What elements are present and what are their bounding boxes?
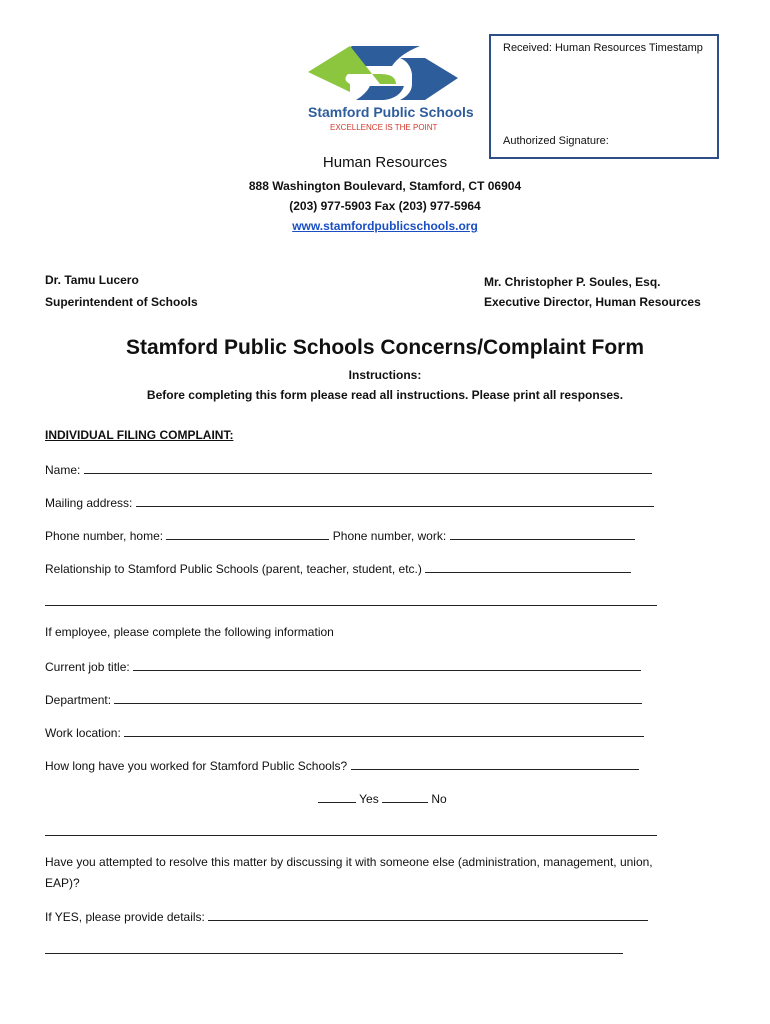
relationship-row [45,560,631,576]
logo-s-mark-icon [300,44,470,106]
superintendent-title: Superintendent of Schools [45,295,198,309]
work-location-row [45,724,644,740]
phone-row [45,527,635,543]
employee-intro: If employee, please complete the following information [45,625,334,639]
phone-home-label: Phone number, home: [45,529,164,543]
yes-label: Yes [359,792,379,806]
phone-work-field[interactable] [450,527,635,540]
department-label: Department: [45,693,112,707]
work-location-field[interactable] [124,724,644,737]
instructions-text: Before completing this form please read all instructions. Please print all responses. [146,388,624,402]
relationship-field[interactable] [425,560,631,573]
separator-row [45,823,657,839]
no-label: No [431,792,447,806]
department-row [45,691,642,707]
phone-work-label: Phone number, work: [332,529,447,543]
hr-director-name: Mr. Christopher P. Soules, Esq. [484,275,661,289]
job-title-field[interactable] [133,658,641,671]
website-link[interactable]: www.stamfordpublicschools.org [292,219,478,233]
section-heading: INDIVIDUAL FILING COMPLAINT: [45,428,234,442]
mailing-address-field[interactable] [136,494,654,507]
how-long-field[interactable] [351,757,639,770]
work-location-label: Work location: [45,726,121,740]
name-label: Name: [45,463,81,477]
job-title-row [45,658,641,674]
mailing-row [45,494,654,510]
relationship-continuation-row [45,593,657,609]
stamford-logo [300,44,474,140]
department-heading: Human Resources [322,154,448,171]
signature-label: Authorized Signature: [503,135,609,147]
name-field[interactable] [84,461,652,474]
resolve-question-line-2: EAP)? [45,876,80,890]
hr-director-title: Executive Director, Human Resources [484,295,701,309]
details-field[interactable] [208,908,648,921]
name-row [45,461,652,477]
relationship-label: Relationship to Stamford Public Schools (parent, teacher, student, etc.) [45,562,422,576]
job-title-label: Current job title: [45,660,130,674]
details-continuation-field[interactable] [45,941,623,954]
form-title: Stamford Public Schools Concerns/Complaint Form [125,336,645,359]
logo-tagline: EXCELLENCE IS THE POINT [330,123,438,132]
relationship-continuation-field[interactable] [45,593,657,606]
received-label: Received: Human Resources Timestamp [503,42,703,54]
instructions-label: Instructions: [348,368,422,382]
how-long-label: How long have you worked for Stamford Public Schools? [45,759,348,773]
department-field[interactable] [114,691,642,704]
yes-no-row [318,790,447,806]
resolve-question-line-1: Have you attempted to resolve this matter by discussing it with someone else (administration, management, union, [45,855,653,869]
received-stamp-box [489,34,719,159]
separator-field[interactable] [45,823,657,836]
address-line: 888 Washington Boulevard, Stamford, CT 06904 [248,179,522,193]
how-long-row [45,757,639,773]
superintendent-name: Dr. Tamu Lucero [45,273,139,287]
phone-fax-line: (203) 977-5903 Fax (203) 977-5964 [289,199,481,213]
details-row [45,908,648,924]
details-label: If YES, please provide details: [45,910,205,924]
no-field[interactable] [382,790,428,803]
mailing-label: Mailing address: [45,496,133,510]
phone-home-field[interactable] [166,527,329,540]
details-continuation-row [45,941,623,957]
yes-field[interactable] [318,790,356,803]
logo-name: Stamford Public Schools [308,104,474,120]
